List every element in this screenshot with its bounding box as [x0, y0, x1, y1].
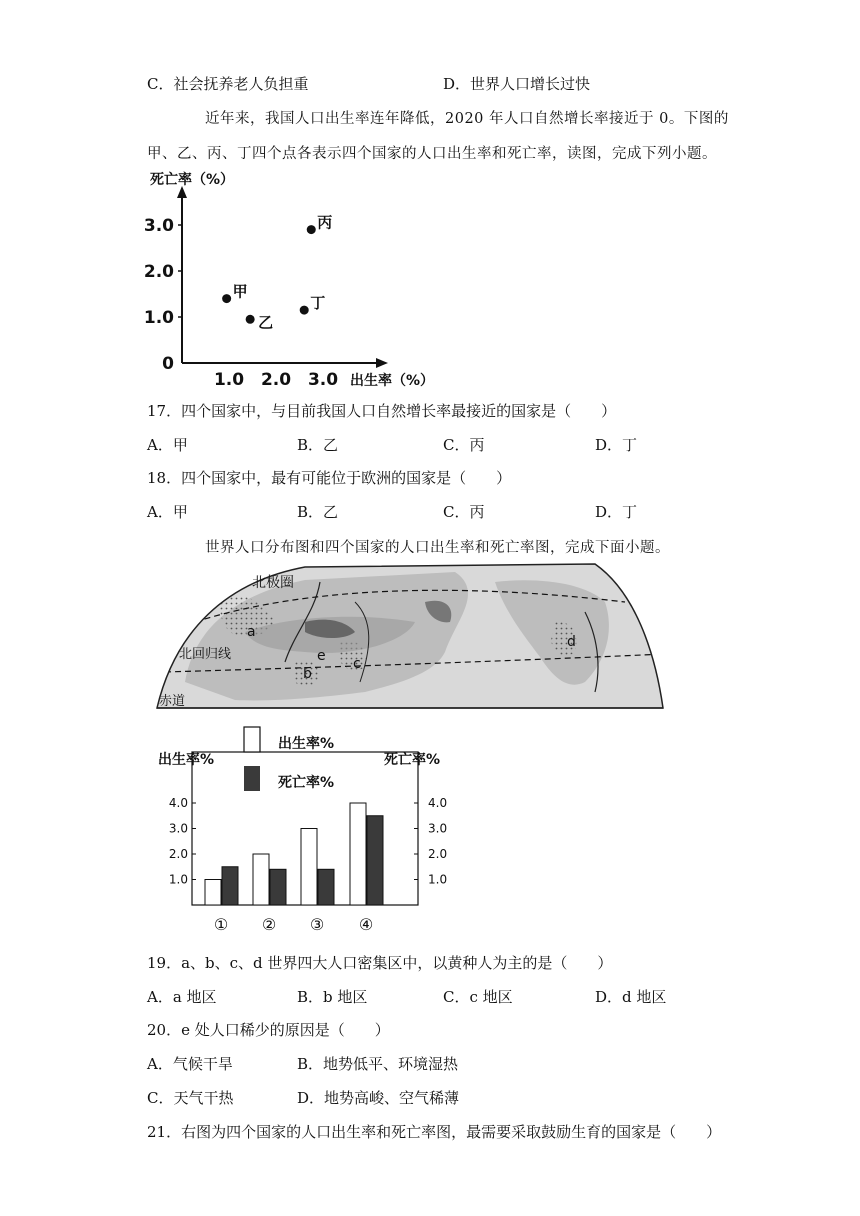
legend-birth-label: 出生率% [278, 736, 335, 752]
x-axis-label: 出生率（%） [350, 373, 435, 389]
x-tick-label: 2.0 [260, 370, 292, 390]
y-tick-label: 1.0 [143, 308, 174, 328]
intro-paragraph-line1: 近年来，我国人口出生率连年降低，2020 年人口自然增长率接近于 0。下图的 [205, 111, 729, 127]
point-label: 乙 [258, 313, 274, 332]
q20-option-a[interactable]: A．气候干旱 [147, 1055, 233, 1073]
q16-option-d[interactable]: D．世界人口增长过快 [443, 75, 591, 93]
region-label-c: c [353, 656, 361, 672]
q20-option-b[interactable]: B．地势低平、环境湿热 [297, 1055, 459, 1073]
category-label: ① [213, 915, 229, 934]
left-tick-label: 2.0 [168, 847, 188, 861]
bar-birth-rate [301, 829, 317, 906]
bar-death-rate [270, 869, 286, 905]
y-axis-label: 死亡率（%） [150, 172, 235, 188]
scatter-point [222, 294, 231, 303]
right-tick-label: 4.0 [428, 796, 448, 810]
q18-stem: 18．四个国家中，最有可能位于欧洲的国家是（ ） [147, 469, 512, 487]
q20-option-d[interactable]: D．地势高峻、空气稀薄 [297, 1089, 460, 1107]
q19-stem: 19．a、b、c、d 世界四大人口密集区中，以黄种人为主的是（ ） [147, 954, 613, 972]
bar-chart [150, 722, 460, 940]
bar-death-rate [222, 867, 238, 905]
region-label-a: a [247, 624, 256, 640]
tropic-of-cancer-label: 北回归线 [179, 647, 232, 662]
q18-option-c[interactable]: C．丙 [443, 503, 485, 521]
point-label: 甲 [232, 282, 248, 301]
intro-paragraph-line2: 甲、乙、丙、丁四个点各表示四个国家的人口出生率和死亡率，读图，完成下列小题。 [147, 146, 717, 162]
y-tick-label: 2.0 [143, 262, 174, 282]
q17-option-d[interactable]: D．丁 [595, 436, 638, 454]
point-label: 丁 [310, 294, 326, 313]
bar-birth-rate [205, 880, 221, 906]
y-tick-label: 0 [162, 354, 174, 374]
legend-birth-swatch [244, 727, 260, 752]
q18-option-a[interactable]: A．甲 [147, 503, 188, 521]
q17-option-c[interactable]: C．丙 [443, 436, 485, 454]
bar-birth-rate [350, 803, 366, 905]
q19-option-b[interactable]: B．b 地区 [297, 988, 368, 1006]
category-label: ④ [358, 915, 374, 934]
bar-death-rate [367, 816, 383, 905]
x-tick-label: 1.0 [213, 370, 245, 390]
right-axis-label: 死亡率% [384, 752, 441, 768]
left-tick-label: 3.0 [168, 821, 188, 836]
q17-option-b[interactable]: B．乙 [297, 436, 339, 454]
left-tick-label: 1.0 [168, 872, 188, 887]
region-label-e: e [317, 648, 326, 664]
q18-option-b[interactable]: B．乙 [297, 503, 339, 521]
right-tick-label: 1.0 [428, 872, 448, 887]
q17-option-a[interactable]: A．甲 [147, 436, 188, 454]
q21-stem: 21．右图为四个国家的人口出生率和死亡率图，最需要采取鼓励生育的国家是（ ） [147, 1123, 722, 1141]
intro2-paragraph: 世界人口分布图和四个国家的人口出生率和死亡率图，完成下面小题。 [205, 540, 670, 556]
region-label-d: d [567, 634, 576, 650]
world-population-map [155, 562, 667, 714]
q17-stem: 17．四个国家中，与目前我国人口自然增长率最接近的国家是（ ） [147, 402, 617, 420]
q18-option-d[interactable]: D．丁 [595, 503, 638, 521]
right-tick-label: 3.0 [428, 821, 448, 836]
bar-birth-rate [253, 854, 269, 905]
equator-label: 赤道 [159, 694, 186, 709]
right-tick-label: 2.0 [428, 847, 448, 861]
left-axis-label: 出生率% [158, 752, 215, 768]
q19-option-d[interactable]: D．d 地区 [595, 988, 667, 1006]
q20-option-c[interactable]: C．天气干热 [147, 1089, 234, 1107]
x-tick-label: 3.0 [307, 370, 339, 390]
q20-stem: 20．e 处人口稀少的原因是（ ） [147, 1021, 390, 1039]
point-label: 丙 [317, 213, 333, 232]
scatter-point [300, 306, 309, 315]
q19-option-c[interactable]: C．c 地区 [443, 988, 513, 1006]
left-tick-label: 4.0 [168, 796, 188, 810]
region-label-b: b [303, 666, 312, 682]
legend-death-label: 死亡率% [278, 775, 335, 791]
bar-death-rate [318, 869, 334, 905]
category-label: ③ [309, 915, 325, 934]
category-label: ② [261, 915, 277, 934]
scatter-chart [140, 168, 460, 393]
q16-option-c[interactable]: C．社会抚养老人负担重 [147, 75, 309, 93]
x-axis-arrow-icon [376, 358, 388, 368]
legend-death-swatch [244, 766, 260, 791]
scatter-point [307, 225, 316, 234]
q19-option-a[interactable]: A．a 地区 [147, 988, 217, 1006]
arctic-circle-label: 北极圈 [252, 575, 294, 591]
scatter-point [246, 315, 255, 324]
y-tick-label: 3.0 [143, 216, 174, 236]
